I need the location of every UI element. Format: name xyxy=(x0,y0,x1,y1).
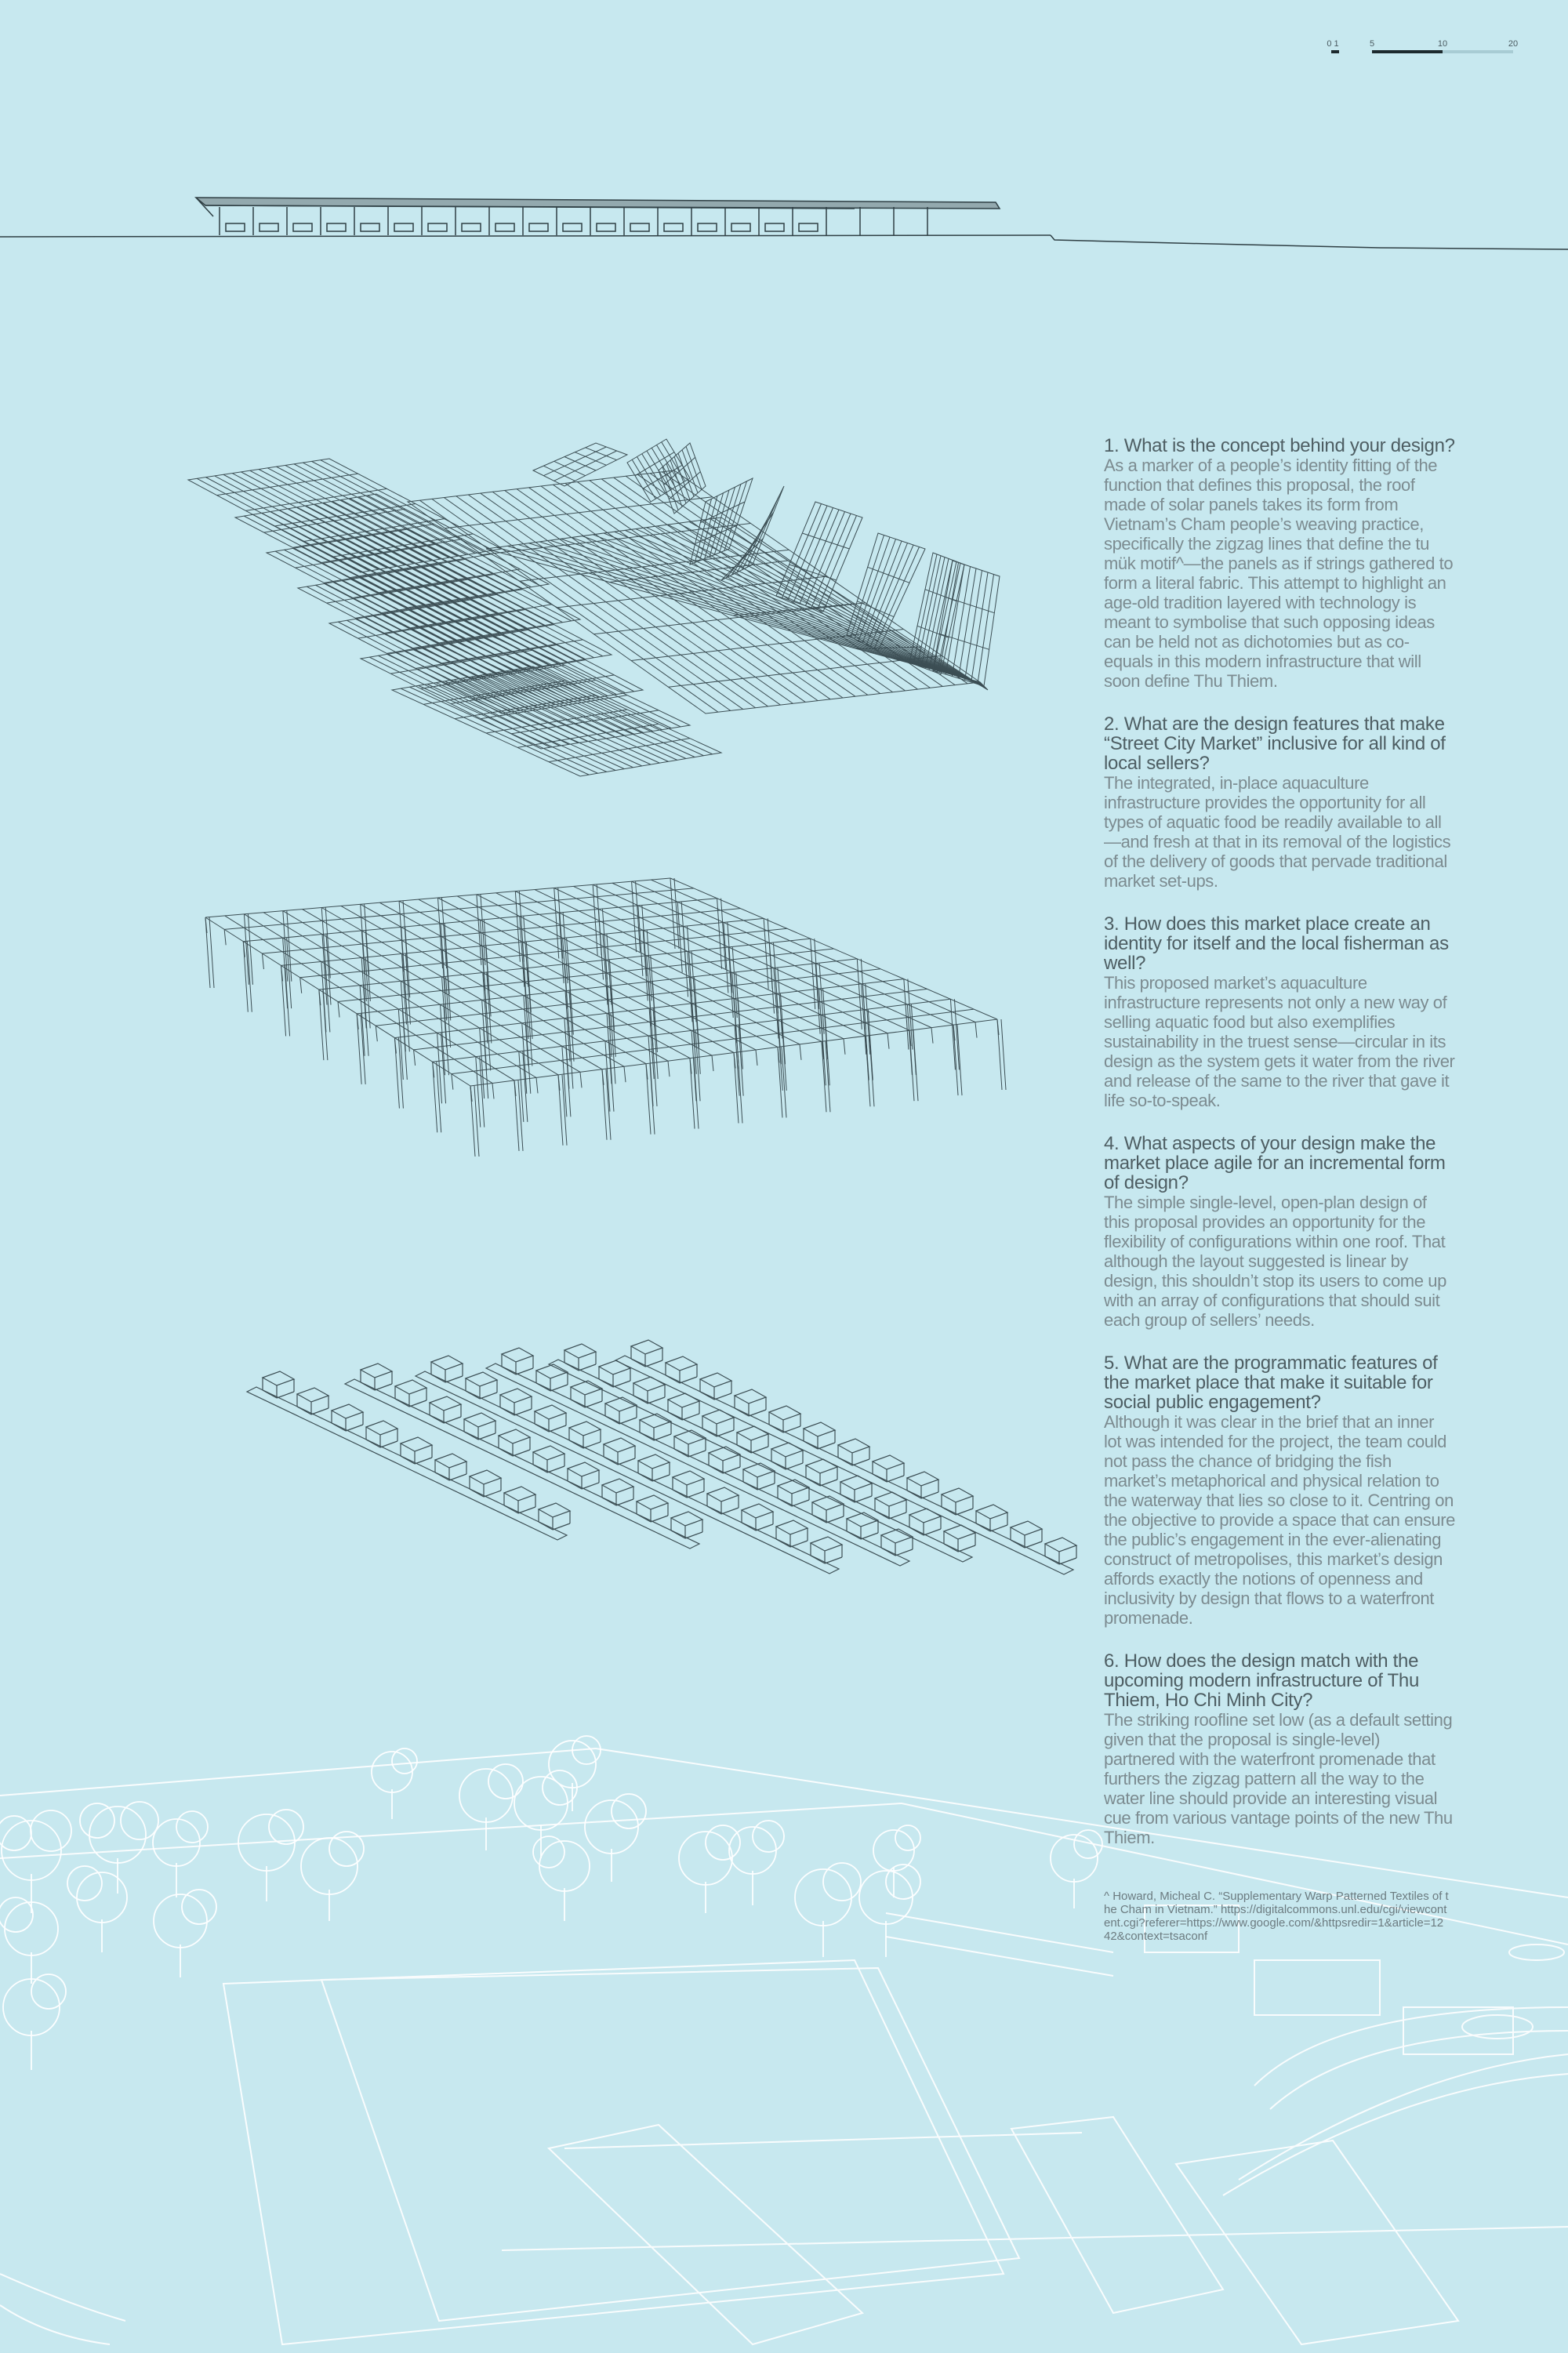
qa-item-6 xyxy=(1104,1651,1455,1847)
question: 3. How does this market place create an identity for itself and the local fisherman as well? xyxy=(1104,913,1449,974)
answer: This proposed market’s aquaculture infrastructure represents not only a new way of selling aquatic food but also exemplifies sustainability in the truest sense—circular in its design as the system gets it water from the river and release of the same to the river that gave it life so-to-speak. xyxy=(1104,973,1455,1110)
answer: The integrated, in-place aquaculture infrastructure provides the opportunity for all types of aquatic food be readily available to all—and fresh at that in its removal of the logistics of the delivery of goods that pervade traditional market set-ups. xyxy=(1104,773,1451,891)
answer: Although it was clear in the brief that an inner lot was intended for the project, the team could not pass the chance of bridging the fish market’s metaphorical and physical relation to the waterway that lies so close to it. Centring on the objective to provide a space that can ensure the public’s engagement in the ever-alienating construct of metropolises, this market’s design affords exactly the notions of openness and inclusivity by design that flows to a waterfront promenade. xyxy=(1104,1412,1455,1628)
qa-item-3 xyxy=(1104,914,1455,1110)
question: 2. What are the design features that make “Street City Market” inclusive for all kind of local sellers? xyxy=(1104,714,1446,774)
scale-label-0: 0 1 xyxy=(1327,39,1339,49)
qa-item-4 xyxy=(1104,1134,1455,1330)
question: 5. What are the programmatic features of the market place that make it suitable for social public engagement? xyxy=(1104,1353,1438,1413)
answer: The simple single-level, open-plan design of this proposal provides an opportunity for the flexibility of configurations within one roof. That although the layout suggested is linear by design, this shouldn’t stop its users to come up with an array of configurations that should suit each group of sellers’ needs. xyxy=(1104,1193,1446,1330)
qa-item-1 xyxy=(1104,436,1455,691)
qa-item-2 xyxy=(1104,714,1455,891)
question: 1. What is the concept behind your design? xyxy=(1104,435,1455,456)
answer: As a marker of a people’s identity fitting of the function that defines this proposal, the roof made of solar panels takes its form from Vietnam’s Cham people’s weaving practice, specifically the zigzag lines that define the tu mük motif^—the panels as if strings gathered to form a literal fabric. This attempt to highlight an age-old tradition layered with technology is meant to symbolise that such opposing ideas can be held not as dichotomies but as co-equals in this modern infrastructure that will soon define Thu Thiem. xyxy=(1104,456,1454,691)
scale-label-20: 20 xyxy=(1508,39,1519,49)
scale-label-5: 5 xyxy=(1369,39,1375,49)
qa-section xyxy=(1104,436,1455,1871)
qa-item-5 xyxy=(1104,1353,1455,1628)
answer: The striking roofline set low (as a default setting given that the proposal is single-level) partnered with the waterfront promenade that furthers the zigzag pattern all the way to the water line should provide an interesting visual cue from various vantage points of the new Thu Thiem. xyxy=(1104,1710,1453,1847)
footnote-citation: ^ Howard, Micheal C. “Supplementary Warp Patterned Textiles of the Cham in Vietnam.” https://digitalcommons.unl.edu/cgi/viewcontent.cgi?referer=https://www.google.com/&httpsredir=1&article=1242&context=tsaconf xyxy=(1104,1890,1449,1943)
scale-label-10: 10 xyxy=(1437,39,1448,49)
question: 6. How does the design match with the upcoming modern infrastructure of Thu Thiem, Ho Chi Minh City? xyxy=(1104,1650,1419,1711)
question: 4. What aspects of your design make the market place agile for an incremental form of design? xyxy=(1104,1133,1446,1193)
